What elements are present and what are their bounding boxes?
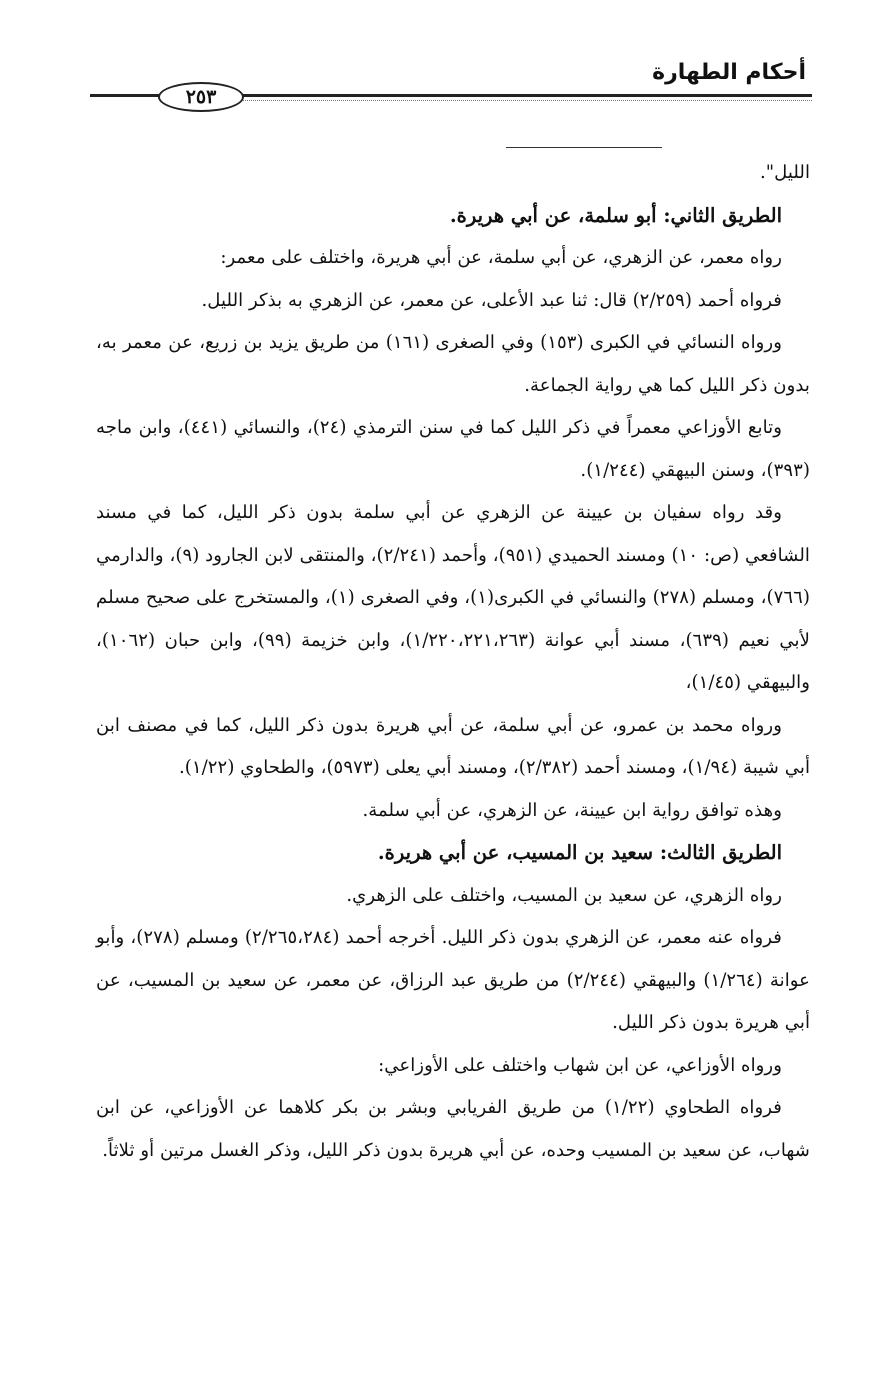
paragraph: وقد رواه سفيان بن عيينة عن الزهري عن أبي سلمة بدون ذكر الليل، كما في مسند الشافعي (ص: ١٠) ومسند الحميدي (٩٥١)، وأحمد (٢/٢٤١)، والمنتقى لابن الجارود (٩)، والدارمي (٧٦٦)، ومسلم (٢٧٨) والنسائي في الكبرى(١)، وفي الصغرى (١)، والمستخرج على صحيح مسلم لأبي نعيم (٦٣٩)، مسند أبي عوانة (١/٢٢٠،٢٢١،٢٦٣)، وابن خزيمة (٩٩)، وابن حبان (١٠٦٢)، والبيهقي (١/٤٥)، <box>96 502 811 693</box>
body-text <box>96 152 810 1172</box>
section-heading: الطريق الثاني: أبو سلمة، عن أبي هريرة. <box>449 203 782 227</box>
paragraph: وهذه توافق رواية ابن عيينة، عن الزهري، عن أبي سلمة. <box>362 799 782 821</box>
paragraph: رواه الزهري، عن سعيد بن المسيب، واختلف على الزهري. <box>346 884 782 906</box>
paragraph: فرواه الطحاوي (١/٢٢) من طريق الفريابي وبشر بن بكر كلاهما عن الأوزاعي، عن ابن شهاب، عن سعيد بن المسيب وحده، عن أبي هريرة بدون ذكر الليل، وذكر الغسل مرتين أو ثلاثاً. <box>96 1097 810 1161</box>
section-heading: الطريق الثالث: سعيد بن المسيب، عن أبي هريرة. <box>377 841 782 864</box>
paragraph: ورواه الأوزاعي، عن ابن شهاب واختلف على الأوزاعي: <box>378 1054 782 1076</box>
paragraph: فرواه عنه معمر، عن الزهري بدون ذكر الليل. أخرجه أحمد (٢/٢٦٥،٢٨٤) ومسلم (٢٧٨)، وأبو عوانة (١/٢٦٤) والبيهقي (٢/٢٤٤) من طريق عبد الرزاق، عن معمر، عن سعيد بن المسيب، عن أبي هريرة بدون ذكر الليل. <box>96 927 810 1033</box>
paragraph: فرواه أحمد (٢/٢٥٩) قال: ثنا عبد الأعلى، عن معمر، عن الزهري به بذكر الليل. <box>201 289 782 311</box>
paragraph: الليل". <box>759 162 810 183</box>
paragraph: رواه معمر، عن الزهري، عن أبي سلمة، عن أبي هريرة، واختلف على معمر: <box>220 247 782 268</box>
paragraph: ورواه النسائي في الكبرى (١٥٣) وفي الصغرى (١٦١) من طريق يزيد بن زريع، عن معمر به، بدون ذكر الليل كما هي رواية الجماعة. <box>96 332 810 396</box>
header-dotted-rule <box>240 100 812 101</box>
paragraph: وتابع الأوزاعي معمراً في ذكر الليل كما في سنن الترمذي (٢٤)، والنسائي (٤٤١)، وابن ماجه (٣٩٣)، وسنن البيهقي (١/٢٤٤). <box>96 417 810 481</box>
page-header <box>90 56 812 108</box>
continuation-divider <box>506 147 662 148</box>
paragraph: ورواه محمد بن عمرو، عن أبي سلمة، عن أبي هريرة بدون ذكر الليل، كما في مصنف ابن أبي شيبة (١/٩٤)، ومسند أحمد (٢/٣٨٢)، ومسند أبي يعلى (٥٩٧٣)، والطحاوي (١/٢٢). <box>96 714 810 778</box>
page-number: ٢٥٣ <box>158 82 244 112</box>
book-title: أحكام الطهارة <box>652 60 806 85</box>
